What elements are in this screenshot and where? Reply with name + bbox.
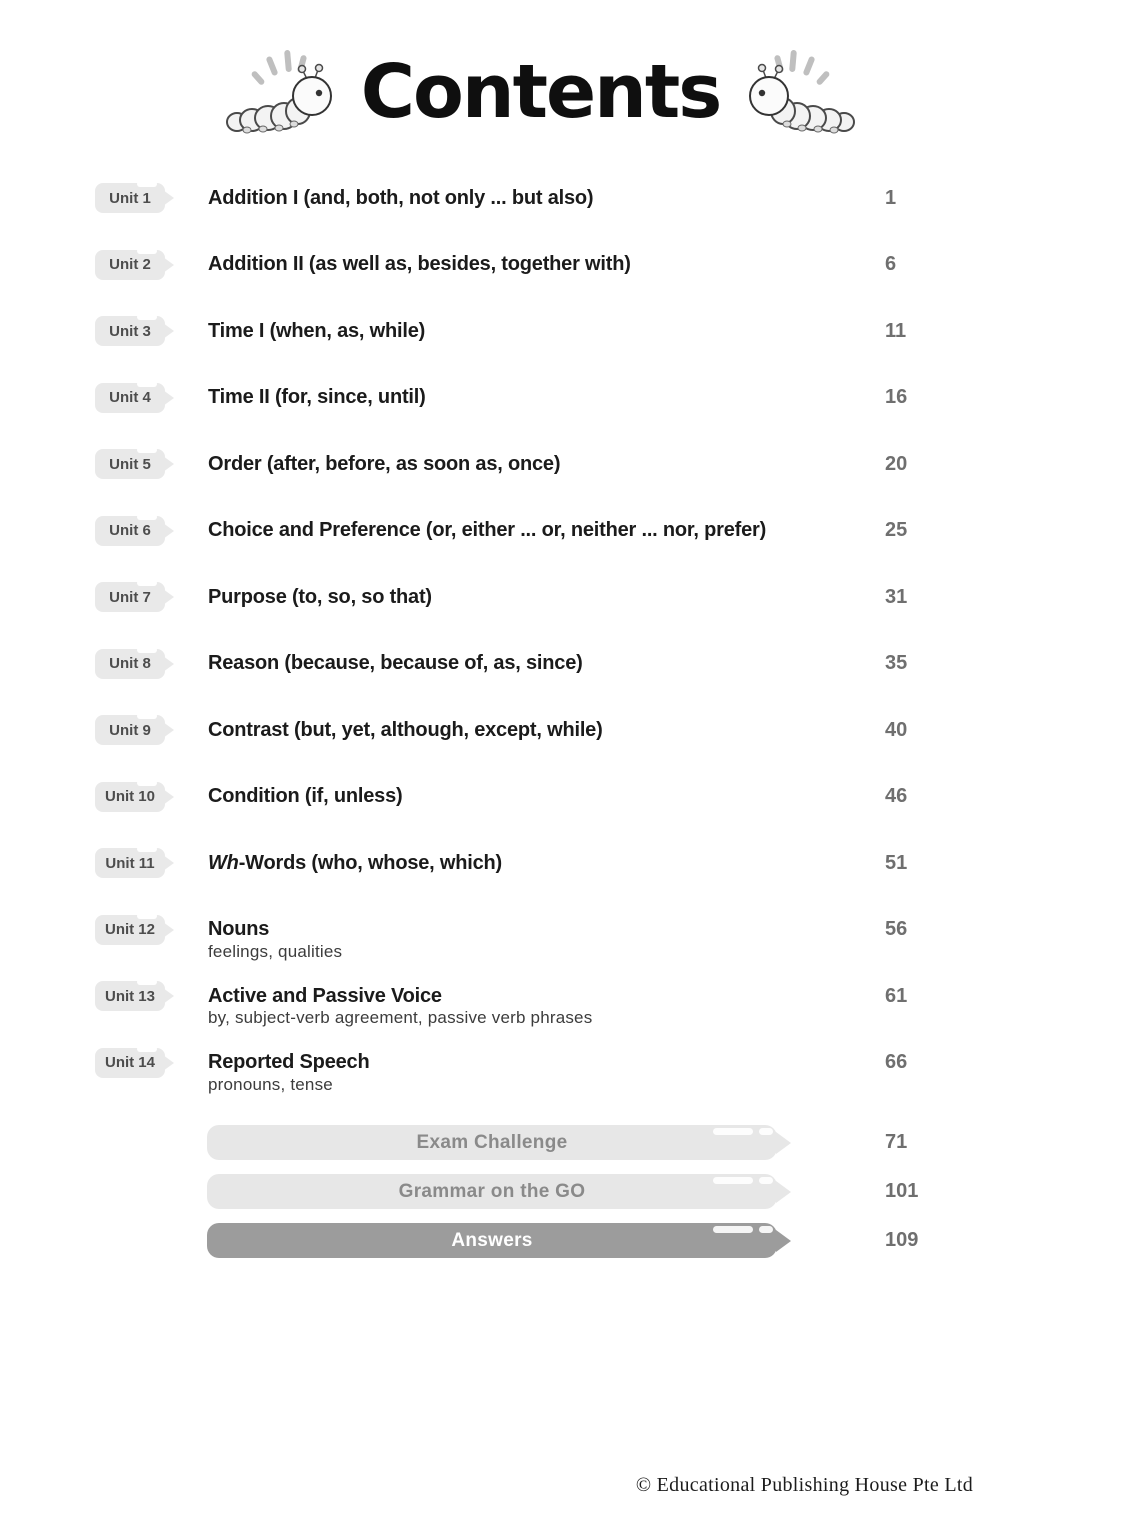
- unit-page-number: 56: [885, 918, 908, 941]
- section-banner-label: Grammar on the GO: [398, 1180, 586, 1202]
- unit-page-number: 35: [885, 652, 908, 675]
- banner-arrow-decoration: [776, 1181, 791, 1203]
- unit-page-number: 40: [885, 718, 908, 741]
- unit-badge-label: Unit 7: [109, 588, 151, 606]
- unit-badge: [95, 250, 165, 280]
- unit-subtitle: by, subject-verb agreement, passive verb phrases: [208, 1008, 593, 1028]
- unit-badge: [95, 449, 165, 479]
- unit-title: [208, 253, 631, 275]
- unit-badge-label: Unit 10: [104, 788, 155, 806]
- unit-title-italic-prefix: Wh: [208, 851, 239, 874]
- unit-title-text: Addition I (and, both, not only ... but also): [208, 186, 594, 209]
- unit-badge-label: Unit 6: [109, 522, 151, 540]
- unit-badge: [95, 183, 165, 213]
- unit-page-number: 51: [885, 851, 908, 874]
- toc-unit-row: [95, 232, 1123, 299]
- toc-unit-row: [95, 298, 1123, 365]
- unit-title: [208, 320, 425, 342]
- unit-title: [208, 586, 432, 608]
- section-banner: [207, 1174, 777, 1209]
- unit-page-number: 20: [885, 452, 908, 475]
- unit-title: [208, 985, 442, 1007]
- unit-title-text: Time II (for, since, until): [208, 386, 426, 409]
- unit-title-text: Reason (because, because of, as, since): [208, 652, 583, 675]
- unit-title-block: [208, 984, 885, 1028]
- unit-subtitle: pronouns, tense: [208, 1074, 333, 1094]
- unit-badge-label: Unit 1: [109, 189, 151, 207]
- unit-title-block: [208, 519, 885, 542]
- unit-badge: [95, 1048, 165, 1078]
- toc-unit-row: [95, 963, 1123, 1030]
- unit-badge: [95, 782, 165, 812]
- unit-page-number: 6: [885, 253, 897, 276]
- unit-badge: [95, 316, 165, 346]
- unit-title-text: Time I (when, as, while): [208, 319, 426, 342]
- unit-title-block: [208, 586, 885, 609]
- unit-title-block: [208, 652, 885, 675]
- unit-title-block: [208, 1051, 885, 1094]
- unit-title-block: [208, 320, 885, 343]
- unit-page-number: 66: [885, 1051, 908, 1074]
- unit-title: [208, 453, 560, 475]
- toc-unit-row: [95, 631, 1123, 698]
- section-banner: [207, 1125, 777, 1160]
- page-header: [0, 0, 1123, 138]
- unit-title-block: [208, 187, 885, 210]
- unit-title-block: [208, 852, 885, 875]
- unit-title: [208, 187, 593, 209]
- unit-badge-label: Unit 9: [109, 721, 151, 739]
- unit-title-text: Order (after, before, as soon as, once): [208, 452, 561, 475]
- toc-unit-row: [95, 697, 1123, 764]
- unit-page-number: 61: [885, 984, 908, 1007]
- caterpillar-icon: [744, 48, 856, 136]
- section-page-number: 101: [885, 1180, 919, 1202]
- unit-page-number: 16: [885, 386, 908, 409]
- unit-title-block: [208, 918, 885, 961]
- unit-title: [208, 1051, 369, 1073]
- unit-badge-label: Unit 11: [105, 854, 155, 872]
- unit-title-text: Reported Speech: [208, 1051, 370, 1074]
- unit-badge-label: Unit 5: [109, 455, 151, 473]
- unit-list: [95, 165, 1123, 1096]
- unit-subtitle: feelings, qualities: [208, 941, 343, 961]
- unit-page-number: 25: [885, 519, 908, 542]
- section-banner-label: Answers: [451, 1229, 533, 1251]
- unit-badge: [95, 848, 165, 878]
- unit-title: [208, 652, 583, 674]
- section-page-number: 71: [885, 1131, 908, 1153]
- unit-badge-label: Unit 13: [104, 987, 155, 1005]
- unit-page-number: 1: [885, 186, 897, 209]
- section-page-number: 109: [885, 1229, 919, 1251]
- unit-badge-label: Unit 3: [109, 322, 151, 340]
- toc-unit-row: [95, 830, 1123, 897]
- unit-badge: [95, 981, 165, 1011]
- unit-badge-label: Unit 12: [104, 921, 155, 939]
- unit-title-block: [208, 719, 885, 742]
- unit-title-text: Nouns: [208, 918, 270, 941]
- unit-badge-label: Unit 4: [109, 389, 151, 407]
- unit-badge: [95, 649, 165, 679]
- toc-unit-row: [95, 498, 1123, 565]
- caterpillar-icon: [225, 48, 337, 136]
- toc-unit-row: [95, 564, 1123, 631]
- unit-title-text: Addition II (as well as, besides, together with): [208, 253, 631, 276]
- toc-unit-row: [95, 165, 1123, 232]
- unit-title: [208, 852, 502, 874]
- table-of-contents: [0, 165, 1123, 1258]
- unit-page-number: 46: [885, 785, 908, 808]
- unit-badge: [95, 383, 165, 413]
- unit-badge: [95, 516, 165, 546]
- unit-title-text: Choice and Preference (or, either ... or, neither ... nor, prefer): [208, 519, 767, 542]
- section-banner-label: Exam Challenge: [416, 1131, 568, 1153]
- toc-section-row: [95, 1125, 1123, 1160]
- unit-title-text: -Words (who, whose, which): [238, 851, 503, 874]
- unit-title-block: [208, 386, 885, 409]
- section-banner: [207, 1223, 777, 1258]
- unit-title: [208, 918, 269, 940]
- toc-unit-row: [95, 897, 1123, 964]
- unit-title-block: [208, 253, 885, 276]
- unit-badge-label: Unit 14: [104, 1054, 155, 1072]
- unit-title: [208, 386, 426, 408]
- unit-page-number: 31: [885, 585, 908, 608]
- unit-title-text: Contrast (but, yet, although, except, while): [208, 718, 603, 741]
- unit-title: [208, 785, 402, 807]
- page-title: Contents: [360, 49, 721, 135]
- publisher-credit: © Educational Publishing House Pte Ltd: [635, 1474, 973, 1496]
- unit-title-text: Active and Passive Voice: [208, 984, 442, 1007]
- toc-unit-row: [95, 365, 1123, 432]
- unit-title: [208, 719, 603, 741]
- unit-title: [208, 519, 766, 541]
- section-list: [95, 1125, 1123, 1258]
- unit-badge-label: Unit 8: [109, 655, 151, 673]
- unit-badge: [95, 582, 165, 612]
- unit-page-number: 11: [885, 319, 907, 342]
- toc-unit-row: [95, 764, 1123, 831]
- unit-title-block: [208, 785, 885, 808]
- unit-badge-label: Unit 2: [109, 256, 151, 274]
- toc-unit-row: [95, 431, 1123, 498]
- unit-badge: [95, 915, 165, 945]
- unit-title-text: Purpose (to, so, so that): [208, 585, 432, 608]
- toc-unit-row: [95, 1030, 1123, 1097]
- unit-title-block: [208, 453, 885, 476]
- unit-badge: [95, 715, 165, 745]
- banner-arrow-decoration: [776, 1230, 791, 1252]
- banner-arrow-decoration: [776, 1132, 791, 1154]
- toc-section-row: [95, 1174, 1123, 1209]
- toc-section-row: [95, 1223, 1123, 1258]
- unit-title-text: Condition (if, unless): [208, 785, 403, 808]
